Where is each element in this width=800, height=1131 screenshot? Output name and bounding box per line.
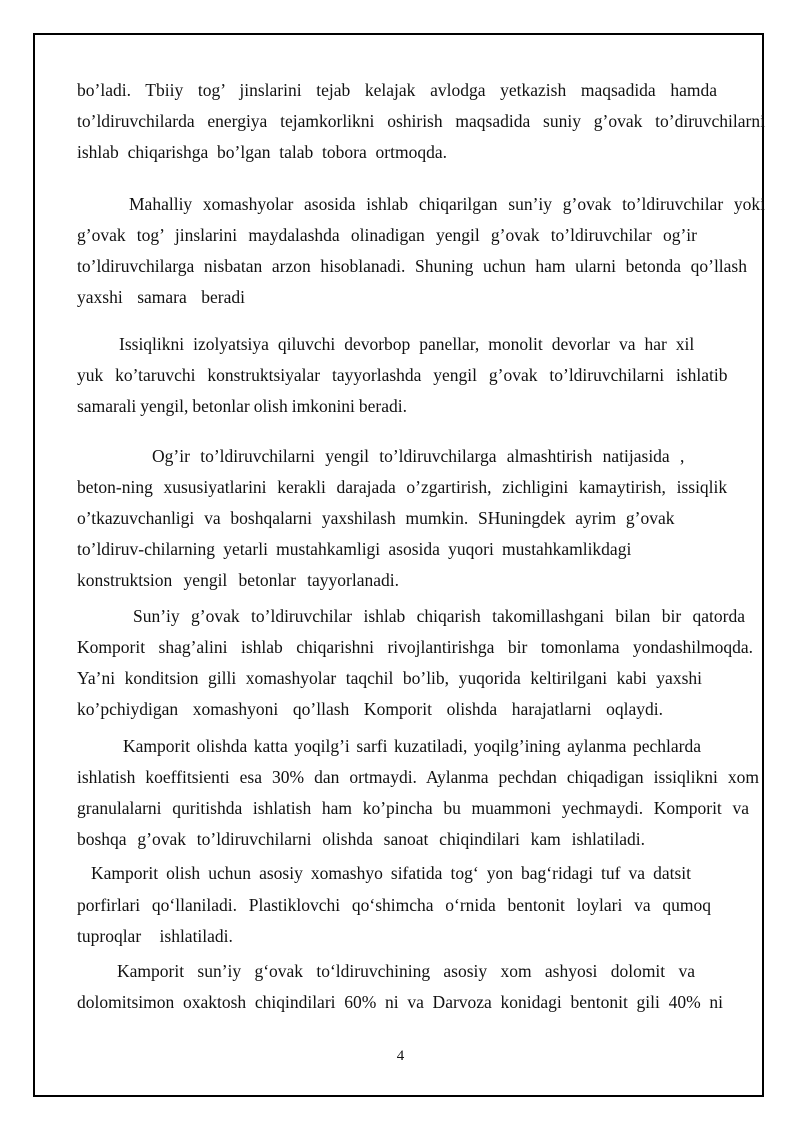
text-line: to’ldiruvchilarda energiya tejamkorlikni oshirish maqsadida suniy g’ovak to’diruvchilarni [77, 111, 765, 131]
text-line: granulalarni quritishda ishlatish ham ko’pincha bu muammoni yechmaydi. Komporit va [77, 798, 749, 818]
text-line: beton-ning xususiyatlarini kerakli darajada o’zgartirish, zichligini kamaytirish, issiqlik [77, 477, 728, 497]
text-line: o’tkazuvchanligi va boshqalarni yaxshilash mumkin. SHuningdek ayrim g’ovak [77, 508, 675, 528]
text-line: Issiqlikni izolyatsiya qiluvchi devorbop panellar, monolit devorlar va har xil [119, 334, 695, 354]
text-line: Og’ir to’ldiruvchilarni yengil to’ldiruvchilarga almashtirish natijasida , [152, 446, 685, 466]
text-line: Sun’iy g’ovak to’ldiruvchilar ishlab chiqarish takomillashgani bilan bir qatorda [133, 606, 745, 626]
text-line: ishlatish koeffitsienti esa 30% dan ortmaydi. Aylanma pechdan chiqadigan issiqlikni xom [77, 767, 759, 787]
page-frame [33, 33, 764, 1097]
text-line: Kamporit sun’iy g‘ovak to‘ldiruvchining asosiy xom ashyosi dolomit va [117, 961, 695, 981]
text-line: to’ldiruvchilarga nisbatan arzon hisoblanadi. Shuning uchun ham ularni betonda qo’llash [77, 256, 747, 276]
text-line: Kamporit olishda katta yoqilg’i sarfi kuzatiladi, yoqilg’ining aylanma pechlarda [123, 736, 701, 756]
text-line: dolomitsimon oxaktosh chiqindilari 60% ni va Darvoza konidagi bentonit gili 40% ni [77, 992, 723, 1012]
text-line: g’ovak tog’ jinslarini maydalashda olinadigan yengil g’ovak to’ldiruvchilar og’ir [77, 225, 697, 245]
text-line: yuk ko’taruvchi konstruktsiyalar tayyorlashda yengil g’ovak to’ldiruvchilarni ishlatib [77, 365, 728, 385]
text-line: ishlab chiqarishga bo’lgan talab tobora ortmoqda. [77, 142, 447, 162]
text-line: Ya’ni konditsion gilli xomashyolar taqchil bo’lib, yuqorida keltirilgani kabi yaxshi [77, 668, 702, 688]
text-line: yaxshi samara beradi [77, 287, 245, 307]
text-line: Kamporit olish uchun asosiy xomashyo sifatida tog‘ yon bag‘ridagi tuf va datsit [91, 863, 691, 883]
text-line: Komporit shag’alini ishlab chiqarishni rivojlantirishga bir tomonlama yondashilmoqda. [77, 637, 753, 657]
text-line: porfirlari qo‘llaniladi. Plastiklovchi qo‘shimcha o‘rnida bentonit loylari va qumoq [77, 895, 711, 915]
text-line: tuproqlar ishlatiladi. [77, 926, 233, 946]
text-line: ko’pchiydigan xomashyoni qo’llash Komporit olishda harajatlarni oqlaydi. [77, 699, 663, 719]
text-line: boshqa g’ovak to’ldiruvchilarni olishda sanoat chiqindilari kam ishlatiladi. [77, 829, 645, 849]
text-line: bo’ladi. Tbiiy tog’ jinslarini tejab kelajak avlodga yetkazish maqsadida hamda [77, 80, 717, 100]
text-line: samarali yengil, betonlar olish imkonini beradi. [77, 396, 407, 416]
text-line: Mahalliy xomashyolar asosida ishlab chiqarilgan sun’iy g’ovak to’ldiruvchilar yoki [129, 194, 765, 214]
text-line: konstruktsion yengil betonlar tayyorlanadi. [77, 570, 399, 590]
page-number: 4 [396, 1048, 405, 1064]
text-line: to’ldiruv-chilarning yetarli mustahkamligi asosida yuqori mustahkamlikdagi [77, 539, 632, 559]
